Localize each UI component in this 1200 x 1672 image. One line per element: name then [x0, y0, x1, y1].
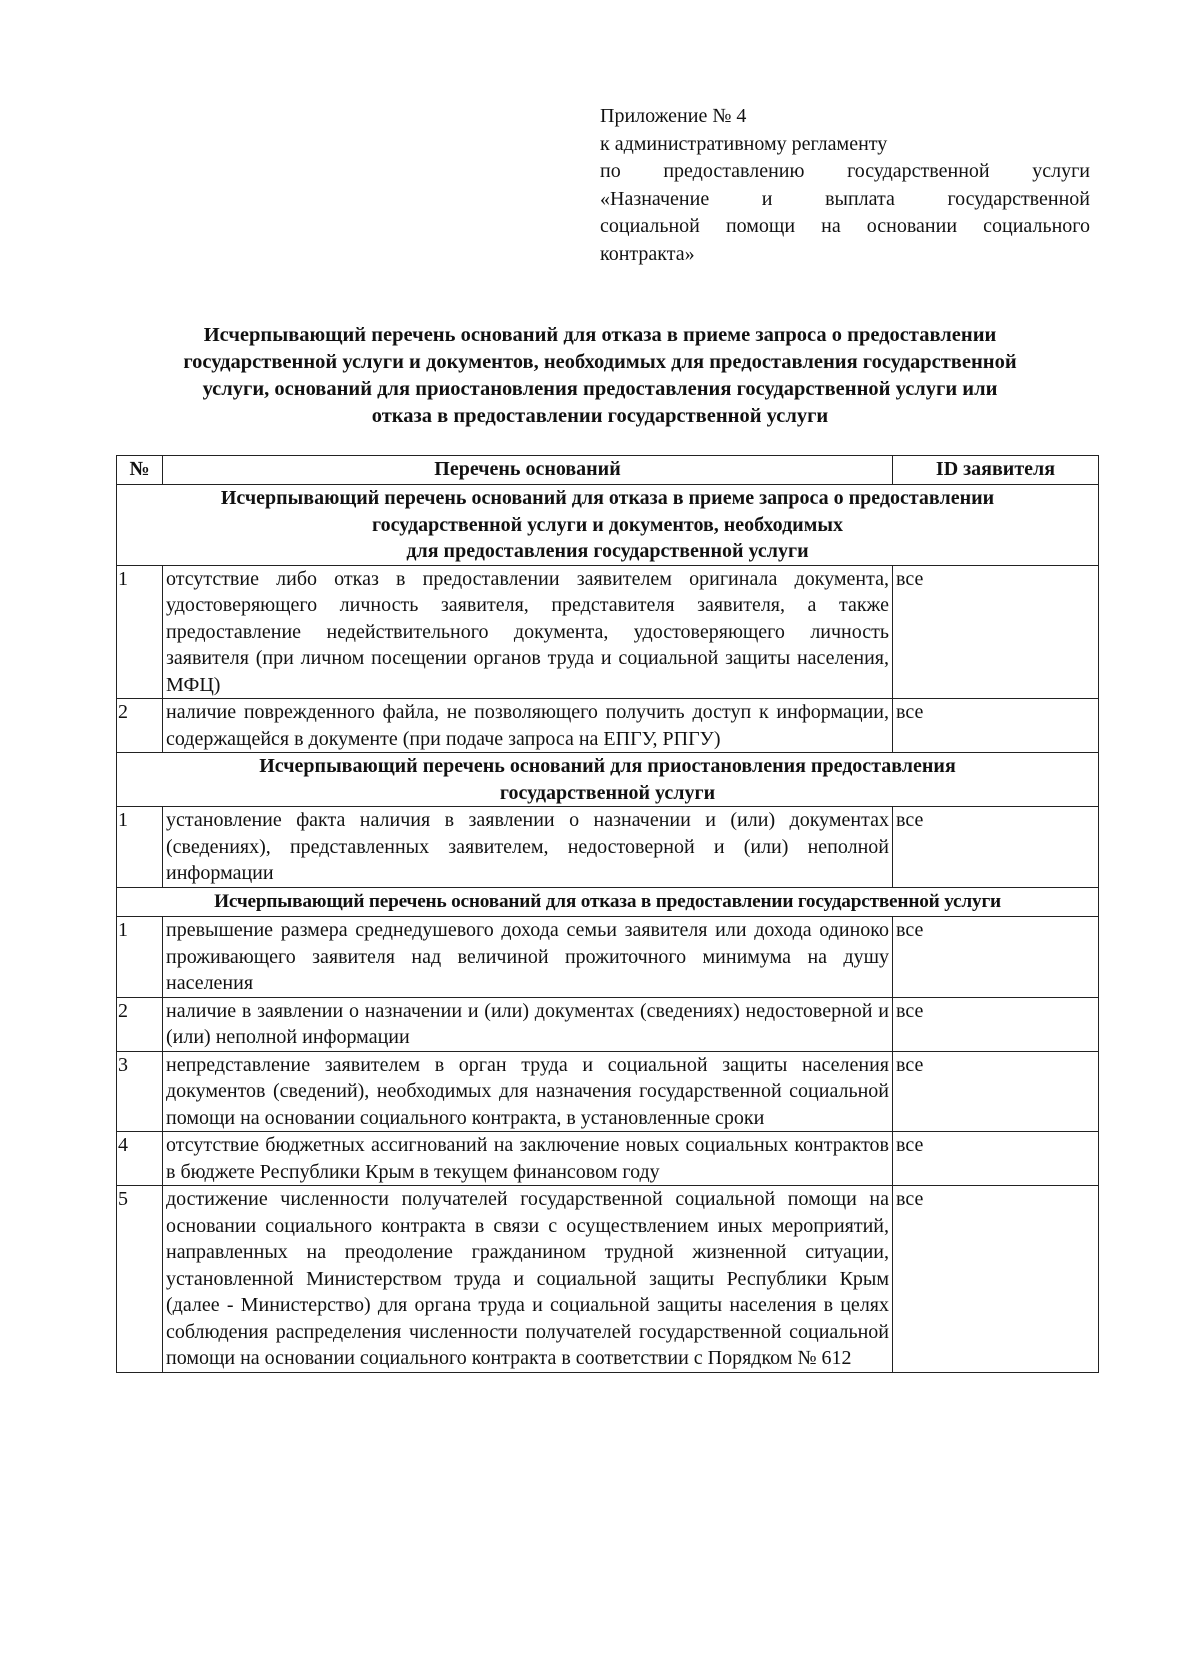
- row-applicant-id: все: [893, 1051, 1099, 1132]
- table-row: [117, 807, 1099, 888]
- row-number: 1: [117, 807, 163, 888]
- row-applicant-id: все: [893, 917, 1099, 998]
- table-header-row: [117, 456, 1099, 485]
- table-row: [117, 565, 1099, 699]
- appendix-header: [600, 103, 1090, 268]
- appendix-line: к административному регламенту: [600, 132, 888, 155]
- appendix-line: «Назначение и выплата государственной: [600, 187, 1090, 210]
- row-text: непредставление заявителем в орган труда и социальной защиты населения документов (сведений), необходимых для назначения государственной социальной помощи на основании социального контракта, в установленные сроки: [163, 1051, 893, 1132]
- row-applicant-id: все: [893, 699, 1099, 753]
- appendix-line: социальной помощи на основании социального: [600, 215, 1090, 237]
- appendix-line: по предоставлению государственной услуги: [600, 160, 1090, 182]
- section-heading-line: государственной услуги: [499, 781, 716, 804]
- appendix-line: контракта»: [600, 242, 695, 265]
- row-applicant-id: все: [893, 997, 1099, 1051]
- row-applicant-id: все: [893, 807, 1099, 888]
- table-row: [117, 1186, 1099, 1373]
- row-text: наличие в заявлении о назначении и (или) документах (сведениях) недостоверной и (или) неполной информации: [163, 997, 893, 1051]
- section-heading-line: Исчерпывающий перечень оснований для отказа в предоставлении государственной услуги: [214, 890, 1001, 912]
- section-heading-refusal-to-accept: [117, 485, 1099, 566]
- row-applicant-id: все: [893, 565, 1099, 699]
- row-text: достижение численности получателей государственной социальной помощи на основании социального контракта в связи с осуществлением иных мероприятий, направленных на преодоление гражданином трудной жизненной ситуации, установленной Министерством труда и социальной защиты Республики Крым (далее - Министерство) для органа труда и социальной защиты населения в целях соблюдения распределения численности получателей государственной социальной помощи на основании социального контракта в соответствии с Порядком № 612: [163, 1186, 893, 1373]
- row-applicant-id: все: [893, 1186, 1099, 1373]
- section-heading-suspension: [117, 753, 1099, 807]
- row-text: превышение размера среднедушевого дохода семьи заявителя или дохода одиноко проживающего заявителя над величиной прожиточного минимума на душу населения: [163, 917, 893, 998]
- section-heading-refusal-to-provide: [117, 887, 1099, 917]
- row-text: отсутствие бюджетных ассигнований на заключение новых социальных контрактов в бюджете Республики Крым в текущем финансовом году: [163, 1132, 893, 1186]
- header-applicant-id: ID заявителя: [893, 456, 1099, 485]
- row-number: 3: [117, 1051, 163, 1132]
- title-line: отказа в предоставлении государственной услуги: [371, 405, 829, 427]
- row-text: отсутствие либо отказ в предоставлении заявителем оригинала документа, удостоверяющего личность заявителя, представителя заявителя, а также предоставление недействительного документа, удостоверяющего личность заявителя (при личном посещении органов труда и социальной защиты населения, МФЦ): [163, 565, 893, 699]
- header-number: №: [117, 456, 163, 485]
- section-heading-line: для предоставления государственной услуги: [406, 540, 809, 562]
- table-row: [117, 917, 1099, 998]
- row-number: 1: [117, 565, 163, 699]
- title-line: государственной услуги и документов, необходимых для предоставления государственной: [183, 351, 1017, 373]
- row-text: установление факта наличия в заявлении о назначении и (или) документах (сведениях), представленных заявителем, недостоверной и (или) неполной информации: [163, 807, 893, 888]
- row-number: 4: [117, 1132, 163, 1186]
- section-heading-line: Исчерпывающий перечень оснований для отказа в приеме запроса о предоставлении: [220, 487, 995, 509]
- header-grounds: Перечень оснований: [163, 456, 893, 485]
- title-line: Исчерпывающий перечень оснований для отказа в приеме запроса о предоставлении: [203, 324, 997, 346]
- table-row: [117, 1132, 1099, 1186]
- table-row: [117, 699, 1099, 753]
- grounds-table: [116, 455, 1099, 1373]
- row-number: 2: [117, 997, 163, 1051]
- row-applicant-id: все: [893, 1132, 1099, 1186]
- appendix-number: Приложение № 4: [600, 105, 747, 127]
- title-line: услуги, оснований для приостановления предоставления государственной услуги или: [202, 378, 998, 400]
- document-title: [110, 322, 1090, 430]
- row-number: 5: [117, 1186, 163, 1373]
- table-row: [117, 1051, 1099, 1132]
- row-text: наличие поврежденного файла, не позволяющего получить доступ к информации, содержащейся в документе (при подаче запроса на ЕПГУ, РПГУ): [163, 699, 893, 753]
- section-heading-line: государственной услуги и документов, необходимых: [372, 513, 843, 536]
- row-number: 1: [117, 917, 163, 998]
- section-heading-line: Исчерпывающий перечень оснований для приостановления предоставления: [259, 755, 956, 777]
- row-number: 2: [117, 699, 163, 753]
- table-row: [117, 997, 1099, 1051]
